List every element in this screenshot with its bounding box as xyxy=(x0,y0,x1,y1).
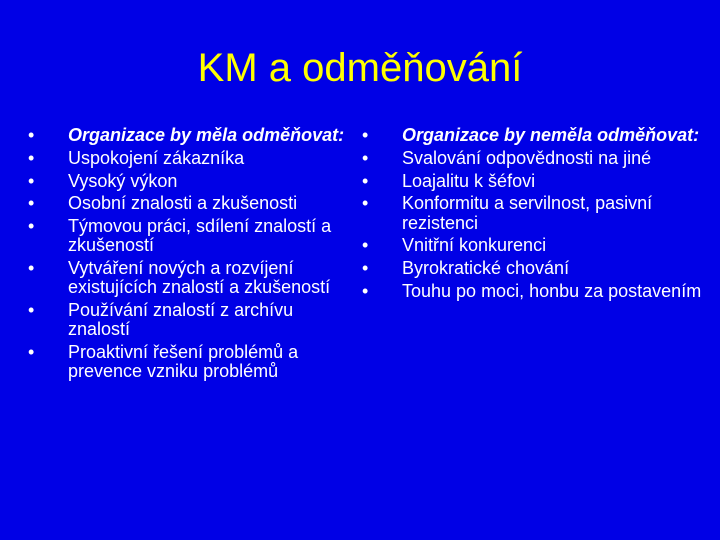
list-item xyxy=(28,149,358,168)
bullet-icon: • xyxy=(362,125,369,145)
bullet-icon: • xyxy=(28,258,35,279)
list-item xyxy=(362,194,707,232)
bullet-icon: • xyxy=(28,147,35,168)
list-item-text: Svalování odpovědnosti na jiné xyxy=(402,147,652,168)
list-item-text: Vysoký výkon xyxy=(68,170,178,191)
list-item xyxy=(28,301,358,339)
list-item-text: Proaktivní řešení problémů a prevence vzniku problémů xyxy=(68,342,299,382)
list-item xyxy=(28,194,358,213)
list-item-text: Loajalitu k šéfovi xyxy=(402,170,536,191)
bullet-icon: • xyxy=(28,216,35,237)
left-bullet-list xyxy=(28,126,358,385)
list-item-text: Konformitu a servilnost, pasivní rezistenci xyxy=(402,193,653,233)
bullet-icon: • xyxy=(28,170,35,191)
list-item xyxy=(28,217,358,255)
list-item xyxy=(362,149,707,168)
list-item xyxy=(362,172,707,191)
bullet-icon: • xyxy=(28,193,35,214)
bullet-icon: • xyxy=(362,235,369,256)
left-list-heading xyxy=(28,126,358,145)
bullet-icon: • xyxy=(362,258,369,279)
right-list-heading xyxy=(362,126,707,145)
list-item-text: Byrokratické chování xyxy=(402,258,570,279)
bullet-icon: • xyxy=(362,147,369,168)
list-item-text: Používání znalostí z archívu znalostí xyxy=(68,300,294,340)
bullet-icon: • xyxy=(362,280,369,301)
list-item xyxy=(28,343,358,381)
list-item-text: Osobní znalosti a zkušenosti xyxy=(68,193,298,214)
bullet-icon: • xyxy=(28,342,35,363)
list-item-text: Týmovou práci, sdílení znalostí a zkušeností xyxy=(68,216,332,256)
list-item-text: Touhu po moci, honbu za postavením xyxy=(402,280,702,301)
list-item xyxy=(28,172,358,191)
list-item-text: Vytváření nových a rozvíjení existujících znalostí a zkušeností xyxy=(68,258,331,298)
bullet-icon: • xyxy=(362,170,369,191)
left-heading-text: Organizace by měla odměňovat: xyxy=(68,125,345,145)
slide-title: KM a odměňování xyxy=(197,46,523,90)
right-bullet-list xyxy=(362,126,707,305)
list-item xyxy=(362,236,707,255)
right-heading-text: Organizace by neměla odměňovat: xyxy=(402,125,700,145)
list-item xyxy=(362,282,707,301)
list-item xyxy=(362,259,707,278)
bullet-icon: • xyxy=(28,125,35,145)
bullet-icon: • xyxy=(28,300,35,321)
bullet-icon: • xyxy=(362,193,369,214)
list-item-text: Vnitřní konkurenci xyxy=(402,235,547,256)
list-item-text: Uspokojení zákazníka xyxy=(68,147,245,168)
list-item xyxy=(28,259,358,297)
